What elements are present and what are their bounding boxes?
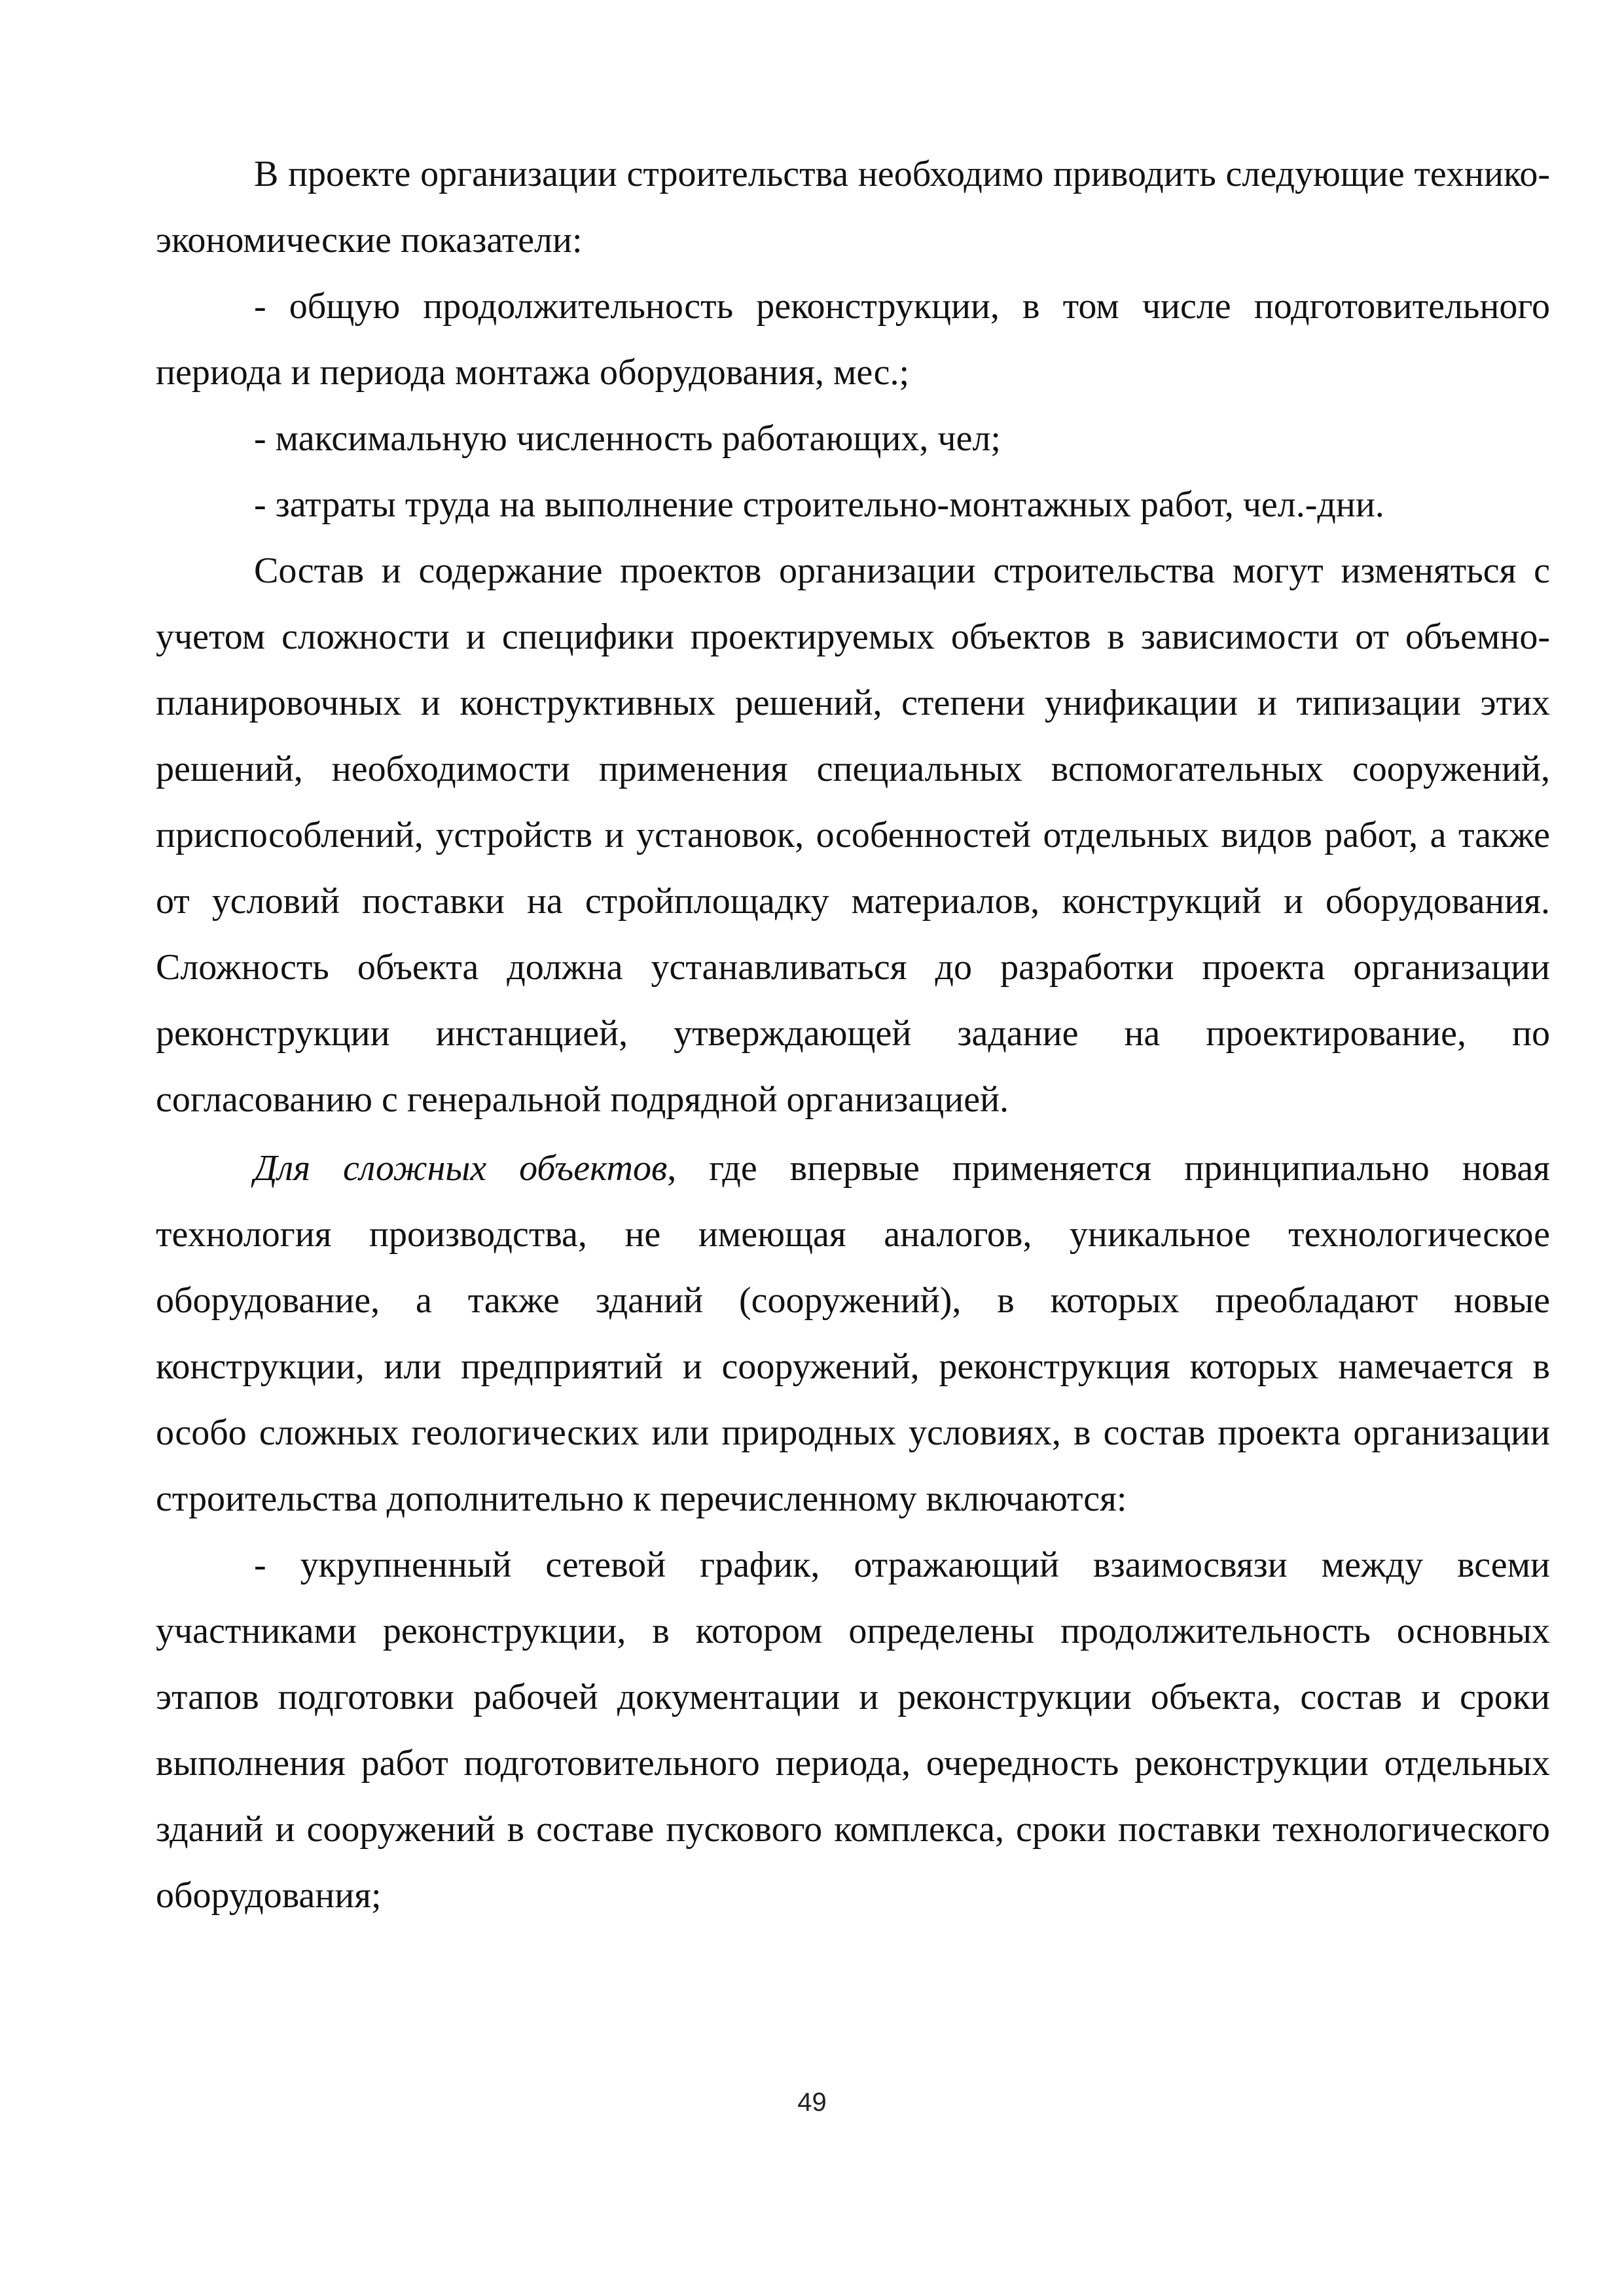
italic-lead: Для сложных объектов (254, 1148, 668, 1189)
paragraph-complex-objects (156, 1136, 1550, 1532)
list-item-duration: - общую продолжительность реконструкции, в том числе подготовительного периода и периода монтажа оборудования, мес.; (156, 286, 1550, 393)
paragraph-complex-objects-text: , где впервые применяется принципиально новая технология производства, не имеющая аналогов, уникальное технологическое оборудование, а также зданий (сооружений), в которых преобладают новые конструкции, или предприятий и сооружений, реконструкция которых намечается в особо сложных геологических или природных условиях, в состав проекта организации строительства дополнительно к перечисленному включаются: (156, 1148, 1550, 1519)
page-number: 49 (797, 2088, 827, 2117)
paragraph-composition: Состав и содержание проектов организации строительства могут изменяться с учетом сложности и специфики проектируемых объектов в зависимости от объемно-планировочных и конструктивных решений, степени унификации и типизации этих решений, необходимости применения специальных вспомогательных сооружений, приспособлений, устройств и установок, особенностей отдельных видов работ, а также от условий поставки на стройплощадку материалов, конструкций и оборудования. Сложность объекта должна устанавливаться до разработки проекта организации реконструкции инстанцией, утверждающей задание на проектирование, по согласованию с генеральной подрядной организацией. (156, 550, 1550, 1120)
page-body (156, 141, 1550, 1929)
paragraph-tep-intro: В проекте организации строительства необходимо приводить следующие технико-экономические показатели: (156, 154, 1550, 260)
list-item-workers: - максимальную численность работающих, чел; (254, 418, 1001, 459)
list-item-network-schedule: - укрупненный сетевой график, отражающий взаимосвязи между всеми участниками реконструкции, в котором определены продолжительность основных этапов подготовки рабочей документации и реконструкции объекта, состав и сроки выполнения работ подготовительного периода, очередность реконструкции отдельных зданий и сооружений в составе пускового комплекса, сроки поставки технологического оборудования; (156, 1545, 1550, 1916)
list-item-labor-costs: - затраты труда на выполнение строительно-монтажных работ, чел.-дни. (254, 484, 1384, 525)
